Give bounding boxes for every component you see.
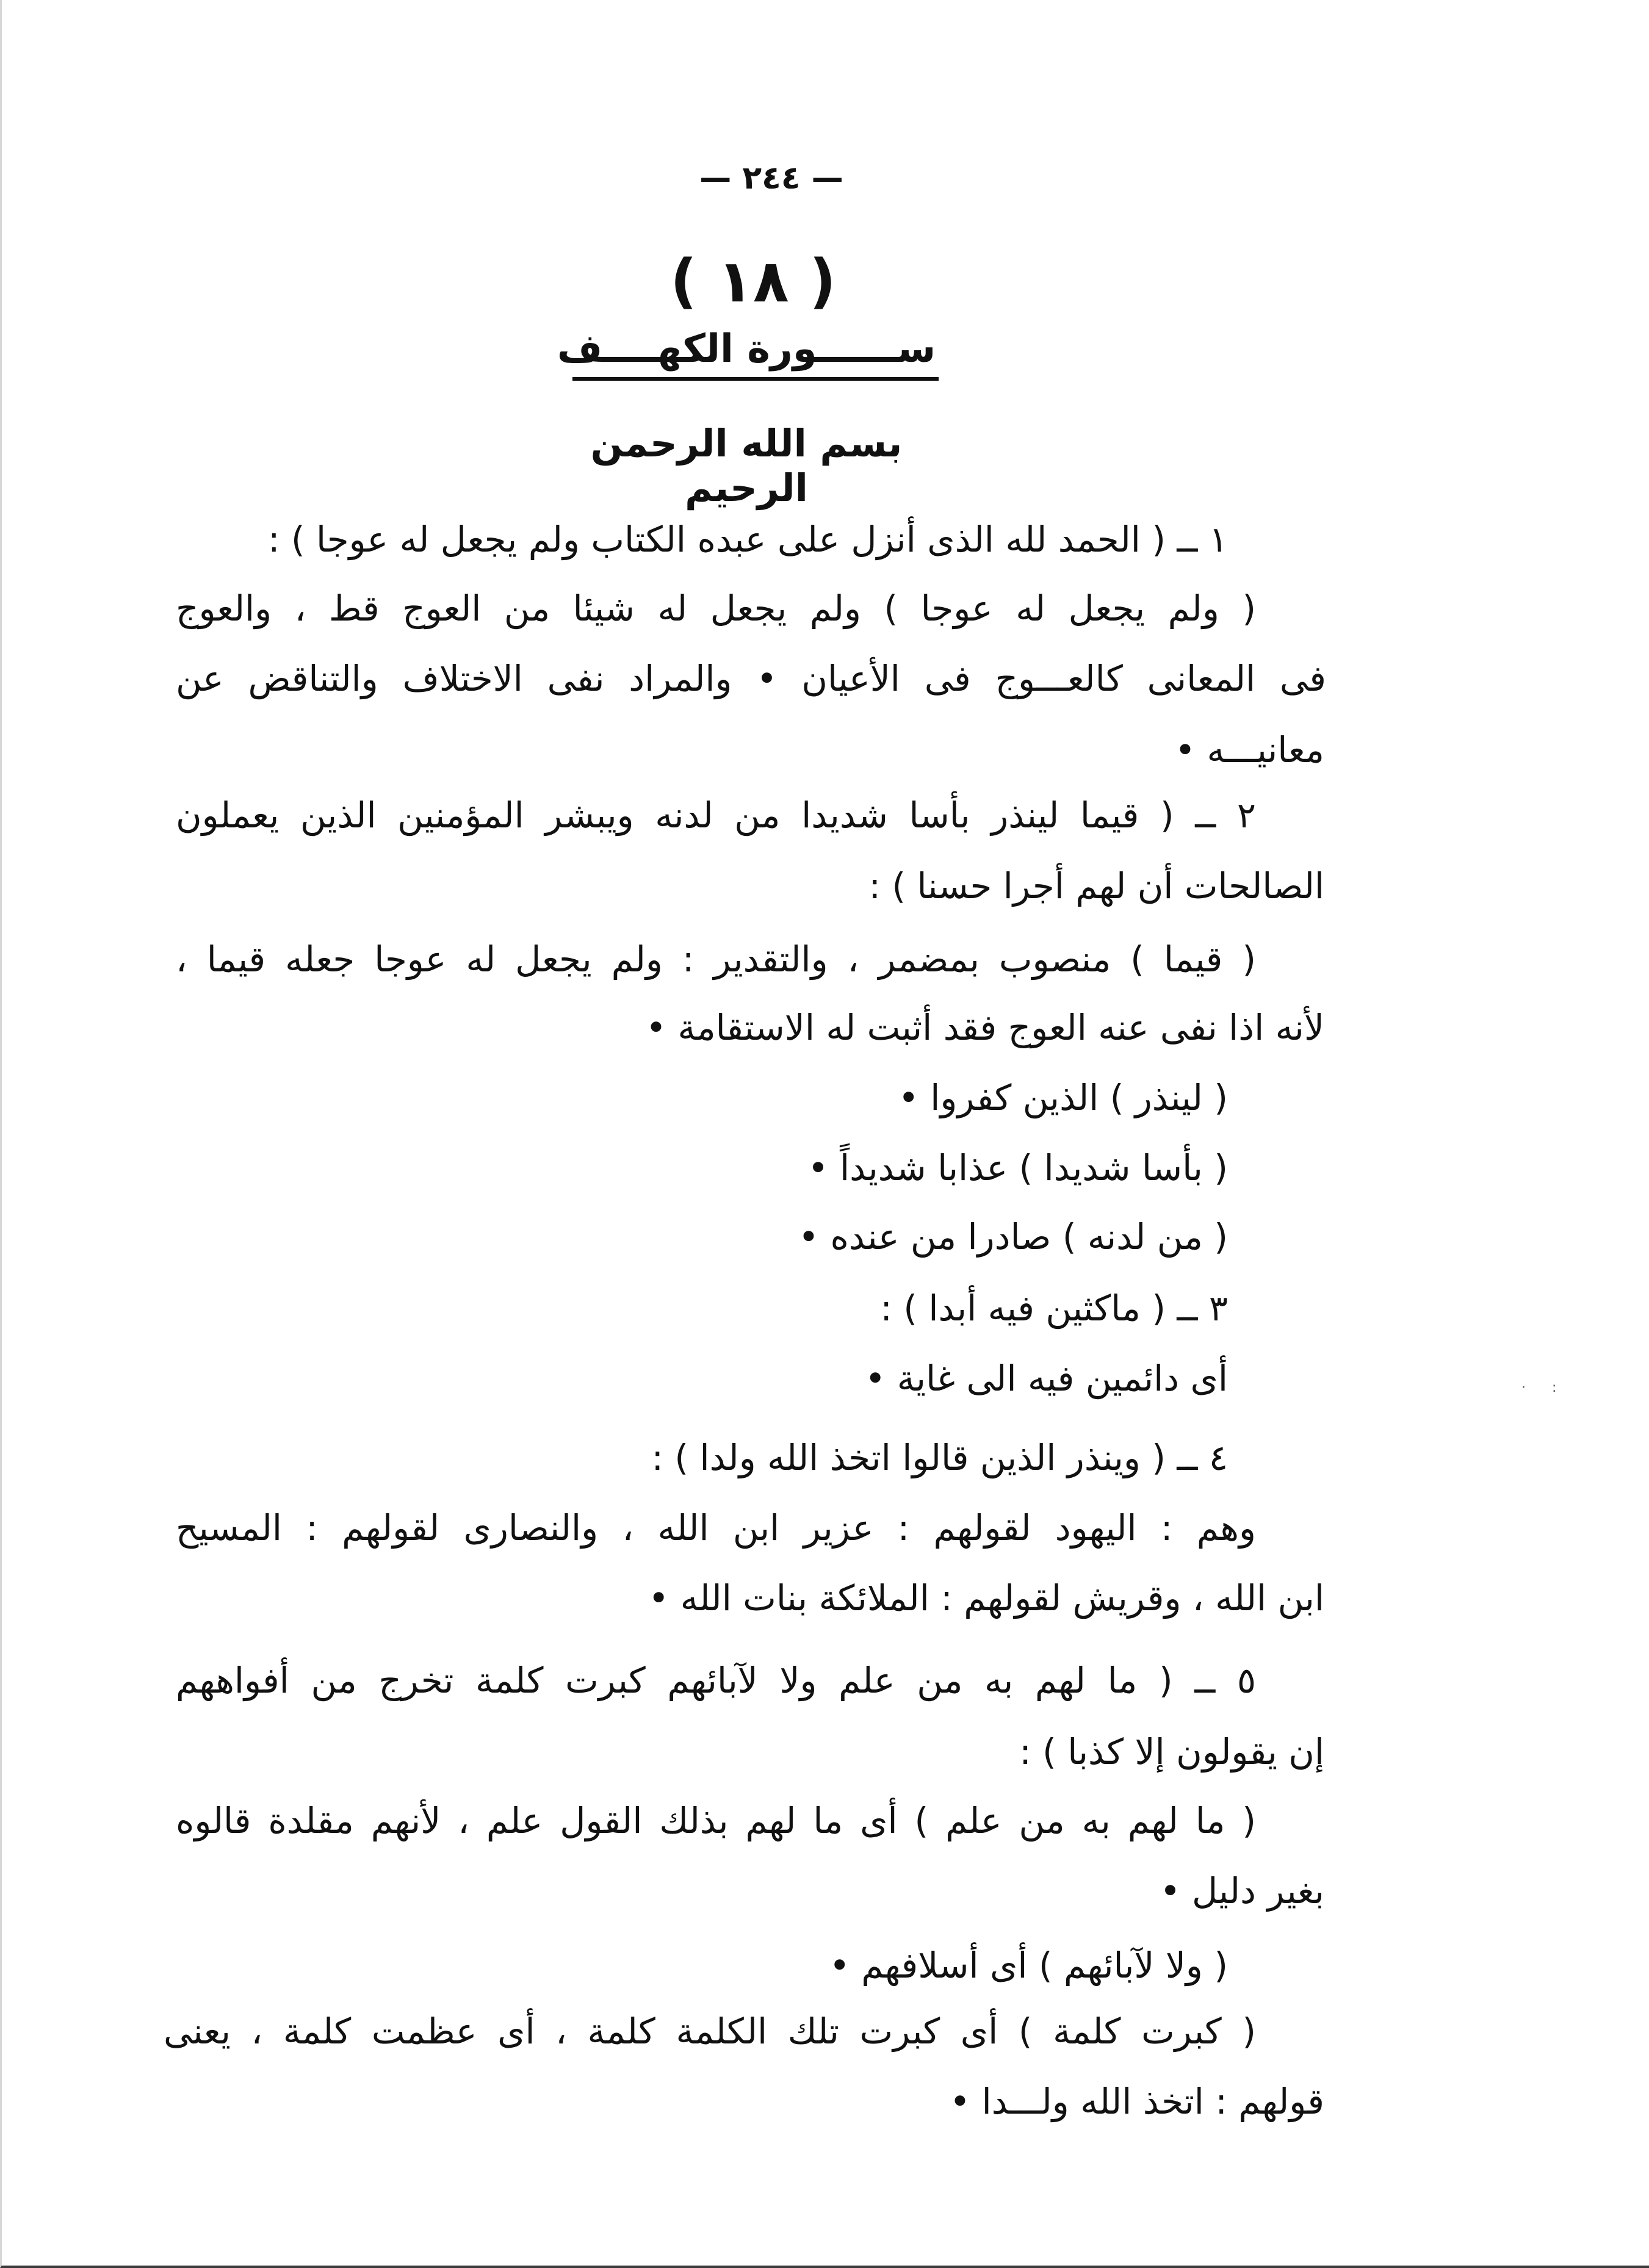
basmala-heading: بسم الله الرحمن الرحيم — [590, 421, 903, 510]
commentary-line: بغير دليل • — [1160, 1870, 1324, 1912]
commentary-line: وهم : اليهود لقولهم : عزير ابن الله ، والنصارى لقولهم : المسيح — [176, 1507, 1256, 1549]
commentary-line: ( لينذر ) الذين كفروا • — [898, 1077, 1228, 1118]
commentary-line: ( ولا لآبائهم ) أى أسلافهم • — [829, 1945, 1228, 1986]
commentary-line: أى دائمين فيه الى غاية • — [865, 1358, 1228, 1399]
verse-2-line: ٢ ــ ( قيما لينذر بأسا شديدا من لدنه ويبشر المؤمنين الذين يعملون — [176, 794, 1256, 836]
commentary-line: ( من لدنه ) صادرا من عنده • — [798, 1216, 1228, 1258]
commentary-line: لأنه اذا نفى عنه العوج فقد أثبت له الاستقامة • — [645, 1007, 1324, 1048]
verse-5-line: إن يقولون إلا كذبا ) : — [1019, 1731, 1324, 1773]
chapter-number: ( ١٨ ) — [670, 247, 836, 315]
commentary-line: ( ما لهم به من علم ) أى ما لهم بذلك القول علم ، لأنهم مقلدة قالوه — [176, 1800, 1256, 1841]
verse-5-line: ٥ ــ ( ما لهم به من علم ولا لآبائهم كبرت كلمة تخرج من أفواههم — [176, 1660, 1256, 1701]
commentary-line: قولهم : اتخذ الله ولـــدا • — [949, 2081, 1324, 2122]
commentary-line: فى المعانى كالعـــوج فى الأعيان • والمراد نفى الاختلاف والتناقض عن — [176, 658, 1326, 699]
commentary-line: ( ولم يجعل له عوجا ) ولم يجعل له شيئا من العوج قط ، والعوج — [176, 588, 1256, 629]
verse-4-line: ٤ ــ ( وينذر الذين قالوا اتخذ الله ولدا ) : — [651, 1437, 1228, 1478]
verse-3-line: ٣ ــ ( ماكثين فيه أبدا ) : — [880, 1287, 1228, 1329]
commentary-line: ( كبرت كلمة ) أى كبرت تلك الكلمة كلمة ، أى عظمت كلمة ، يعنى — [164, 2011, 1256, 2052]
scan-speck: · : — [1521, 1380, 1568, 1395]
commentary-line: ( قيما ) منصوب بمضمر ، والتقدير : ولم يجعل له عوجا جعله قيما ، — [176, 938, 1256, 980]
commentary-line: ابن الله ، وقريش لقولهم : الملائكة بنات الله • — [648, 1577, 1324, 1619]
surah-title: ســــــورة الكهــــف — [557, 326, 936, 372]
page-number: — ٢٤٤ — — [699, 160, 843, 196]
commentary-line: ( بأسا شديدا ) عذابا شديداً • — [807, 1147, 1228, 1189]
commentary-line: معانيـــه • — [1174, 729, 1324, 771]
verse-1-line: ١ ــ ( الحمد لله الذى أنزل على عبده الكتاب ولم يجعل له عوجا ) : — [268, 519, 1228, 560]
title-underline — [572, 377, 939, 381]
verse-2-line: الصالحات أن لهم أجرا حسنا ) : — [868, 865, 1324, 907]
